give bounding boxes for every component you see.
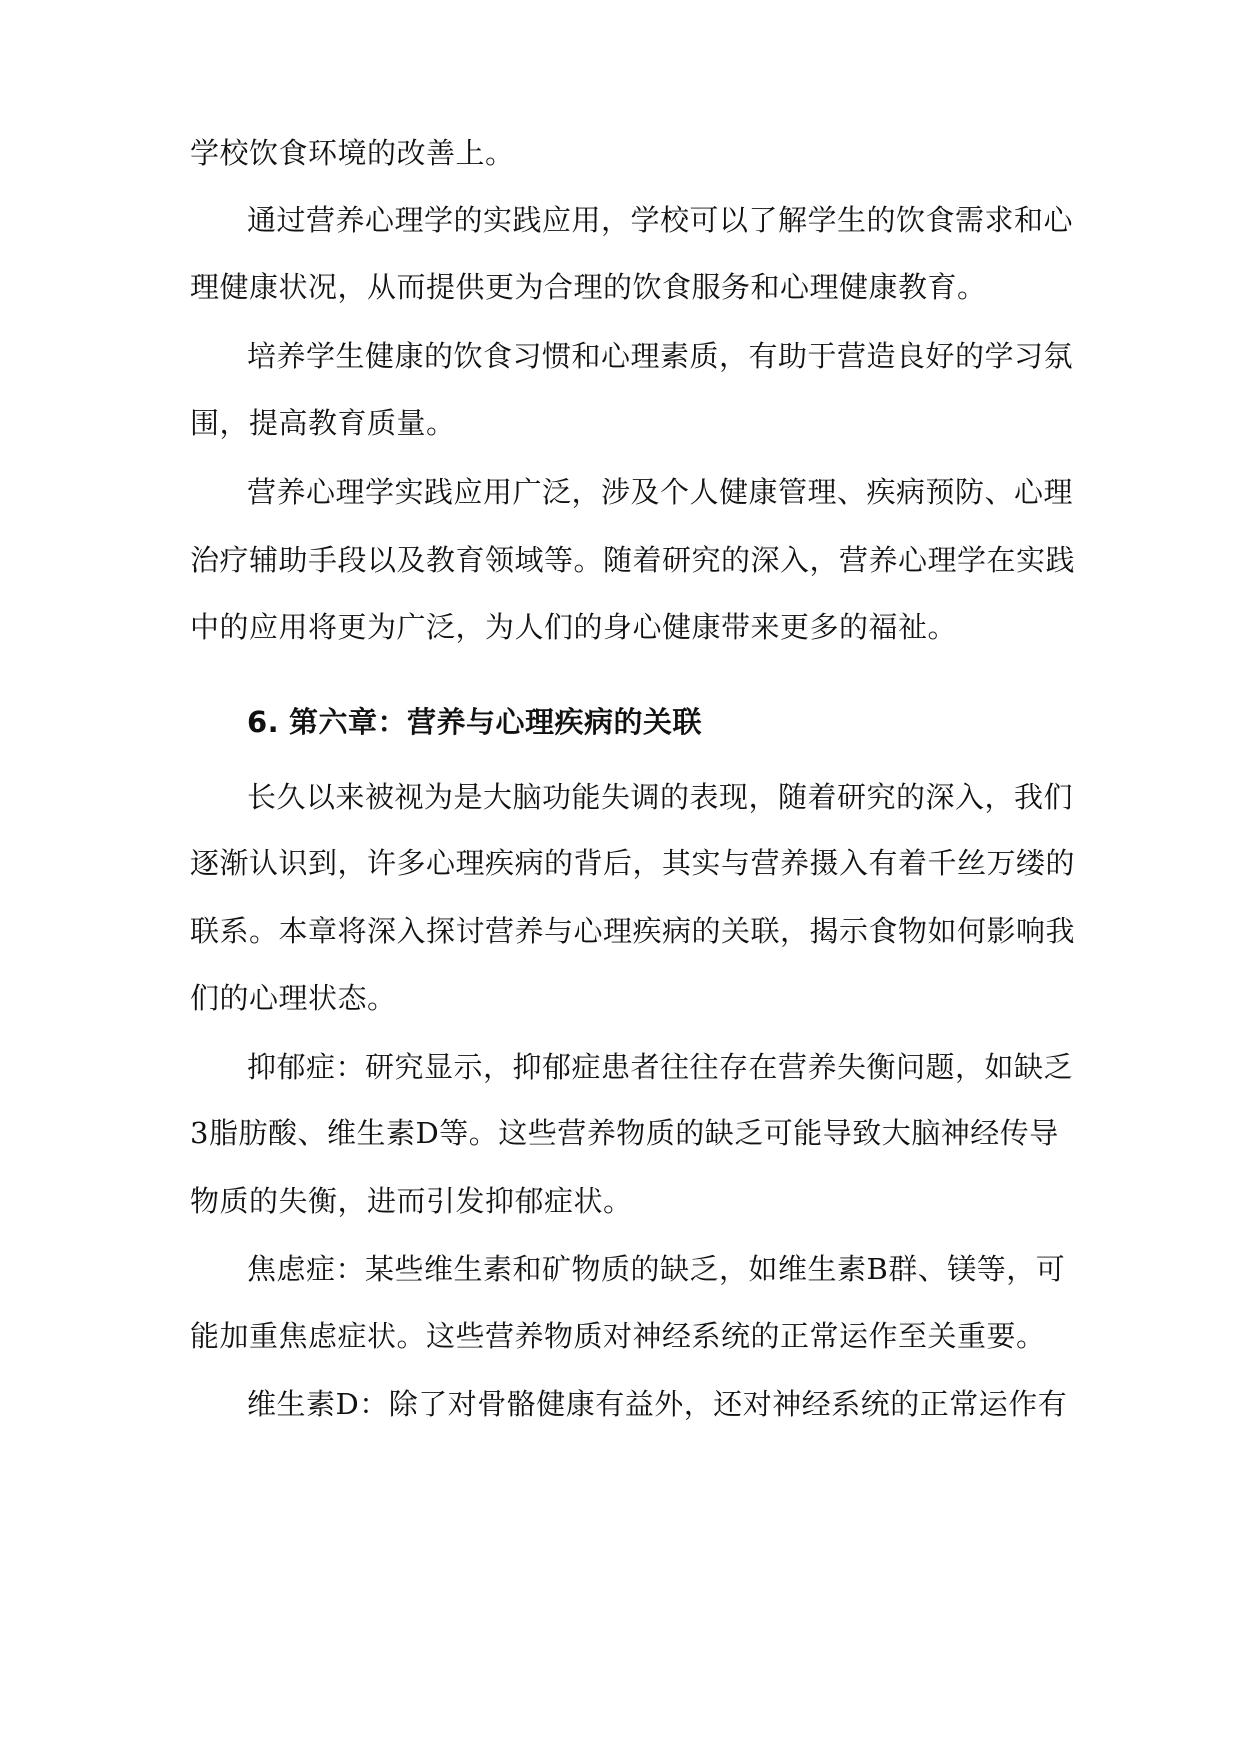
paragraph-line: 长久以来被视为是大脑功能失调的表现，随着研究的深入，我们: [247, 780, 1074, 814]
paragraph-line: 理健康状况，从而提供更为合理的饮食服务和心理健康教育。: [190, 270, 987, 304]
paragraph-line: 维生素D：除了对骨骼健康有益外，还对神经系统的正常运作有: [247, 1387, 1068, 1421]
heading-number: 6.: [247, 705, 280, 739]
paragraph-line: 抑郁症：研究显示，抑郁症患者往往存在营养失衡问题，如缺乏: [247, 1050, 1074, 1084]
paragraph-line: 们的心理状态。: [190, 981, 397, 1015]
paragraph-line: 物质的失衡，进而引发抑郁症状。: [190, 1184, 633, 1218]
paragraph-line: 营养心理学实践应用广泛，涉及个人健康管理、疾病预防、心理: [247, 475, 1074, 509]
paragraph-line: 焦虑症：某些维生素和矿物质的缺乏，如维生素B群、镁等，可: [247, 1252, 1066, 1286]
paragraph-line: 通过营养心理学的实践应用，学校可以了解学生的饮食需求和心: [247, 203, 1074, 237]
paragraph-line: 培养学生健康的饮食习惯和心理素质，有助于营造良好的学习氛: [247, 339, 1074, 373]
paragraph-line: 学校饮食环境的改善上。: [190, 136, 515, 170]
paragraph-line: 联系。本章将深入探讨营养与心理疾病的关联，揭示食物如何影响我: [190, 914, 1076, 948]
paragraph-line: 治疗辅助手段以及教育领域等。随着研究的深入，营养心理学在实践: [190, 543, 1076, 577]
paragraph-line: 能加重焦虑症状。这些营养物质对神经系统的正常运作至关重要。: [190, 1319, 1046, 1353]
paragraph-line: 3脂肪酸、维生素D等。这些营养物质的缺乏可能导致大脑神经传导: [190, 1116, 1059, 1150]
chapter-heading: [247, 702, 1117, 742]
paragraph-line: 中的应用将更为广泛，为人们的身心健康带来更多的福祉。: [190, 610, 958, 644]
paragraph-line: 围，提高教育质量。: [190, 406, 456, 440]
paragraph-line: 逐渐认识到，许多心理疾病的背后，其实与营养摄入有着千丝万缕的: [190, 846, 1076, 880]
heading-title: 第六章：营养与心理疾病的关联: [289, 705, 703, 739]
